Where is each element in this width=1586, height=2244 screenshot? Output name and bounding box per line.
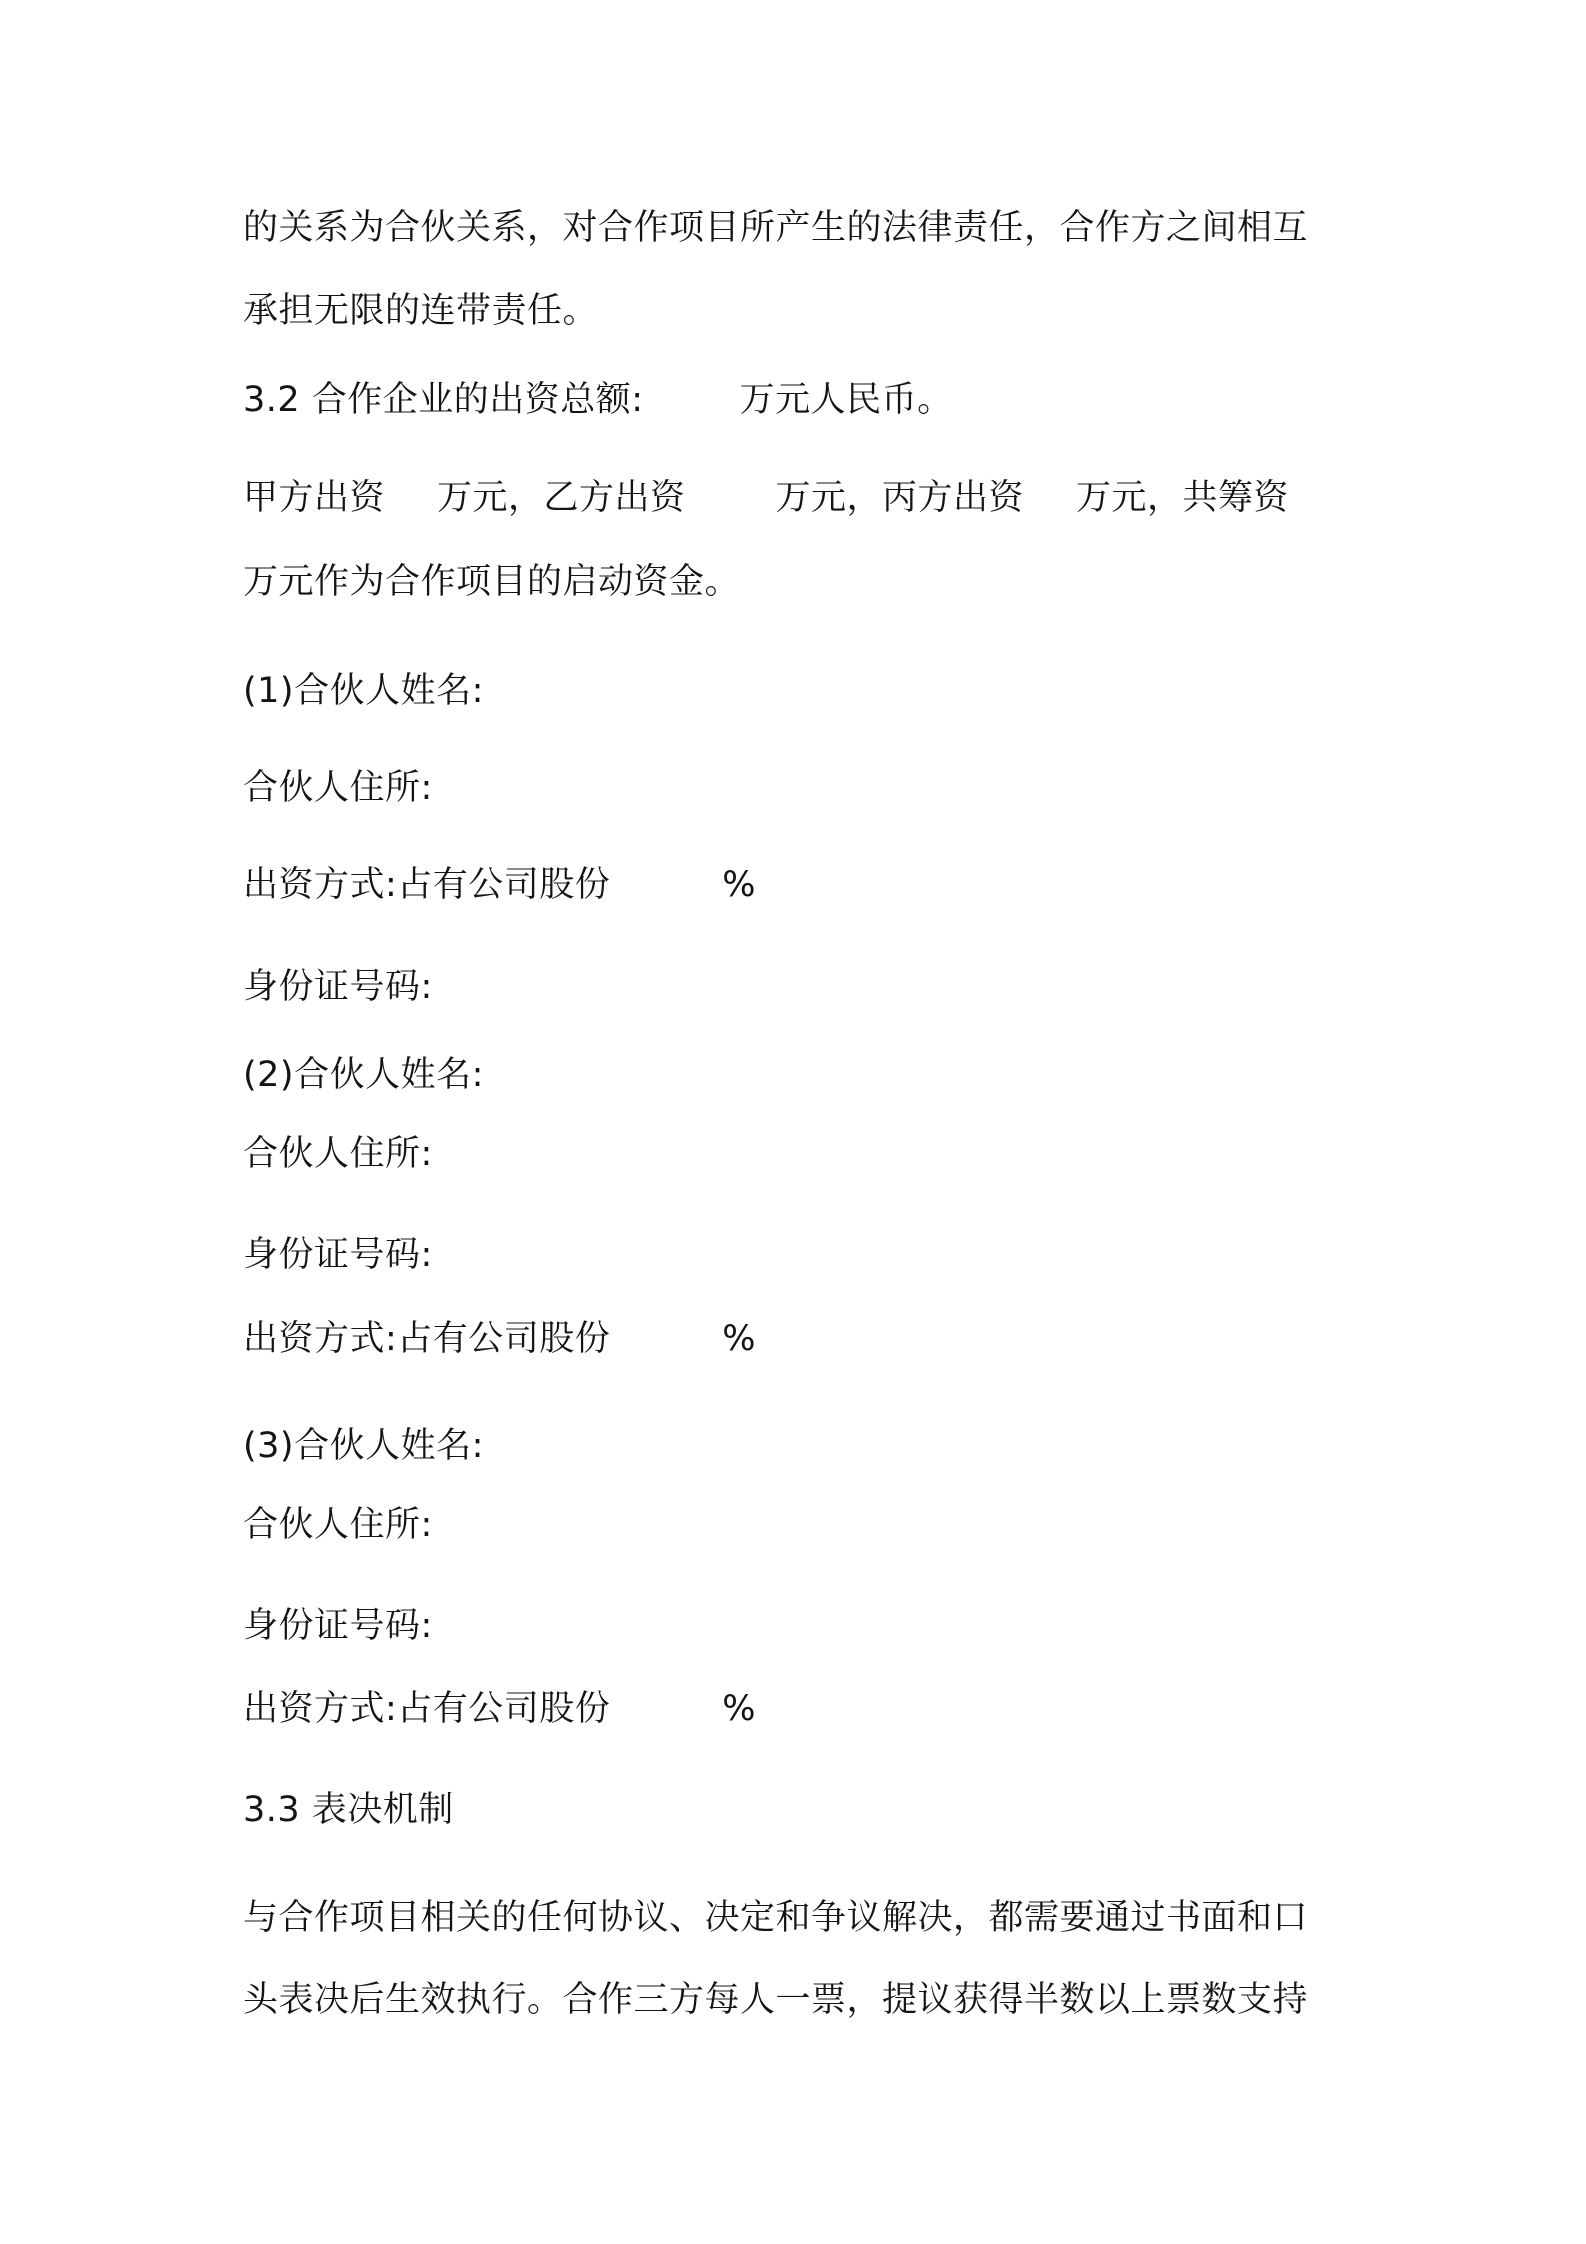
total-capital-label: 3.2 合作企业的出资总额: [243,380,644,420]
party-a-unit: 万元，乙方出资 [437,478,686,518]
partner2-address: 合伙人住所: [243,1134,433,1174]
partner1-address: 合伙人住所: [243,768,433,808]
partner1-name: (1)合伙人姓名: [243,671,484,711]
percent-sign: % [722,1319,757,1359]
partner2-name: (2)合伙人姓名: [243,1055,484,1095]
party-b-unit: 万元，丙方出资 [775,478,1025,518]
percent-sign: % [722,1689,757,1729]
partner3-method [243,1684,756,1734]
party-a-label: 甲方出资 [243,478,386,518]
partner1-method [243,860,756,910]
partner1-id: 身份证号码: [243,967,433,1007]
contribution-line [243,473,1289,523]
total-capital-line [243,375,953,425]
paragraph-line: 承担无限的连带责任。 [243,291,599,331]
party-c-unit: 万元，共筹资 [1076,478,1290,518]
partner2-method [243,1314,756,1364]
partner3-address: 合伙人住所: [243,1505,433,1545]
paragraph-line: 头表决后生效执行。合作三方每人一票，提议获得半数以上票数支持 [243,1980,1309,2020]
section-heading: 3.3 表决机制 [243,1790,454,1830]
paragraph-line: 万元作为合作项目的启动资金。 [243,562,741,602]
method-label: 出资方式:占有公司股份 [243,865,611,905]
percent-sign: % [722,865,757,905]
partner2-id: 身份证号码: [243,1235,433,1275]
method-label: 出资方式:占有公司股份 [243,1319,611,1359]
method-label: 出资方式:占有公司股份 [243,1689,611,1729]
total-capital-unit: 万元人民币。 [739,380,953,420]
paragraph-line: 与合作项目相关的任何协议、决定和争议解决，都需要通过书面和口 [243,1898,1309,1938]
partner3-id: 身份证号码: [243,1606,433,1646]
partner3-name: (3)合伙人姓名: [243,1426,484,1466]
paragraph-line: 的关系为合伙关系，对合作项目所产生的法律责任，合作方之间相互 [243,208,1309,248]
